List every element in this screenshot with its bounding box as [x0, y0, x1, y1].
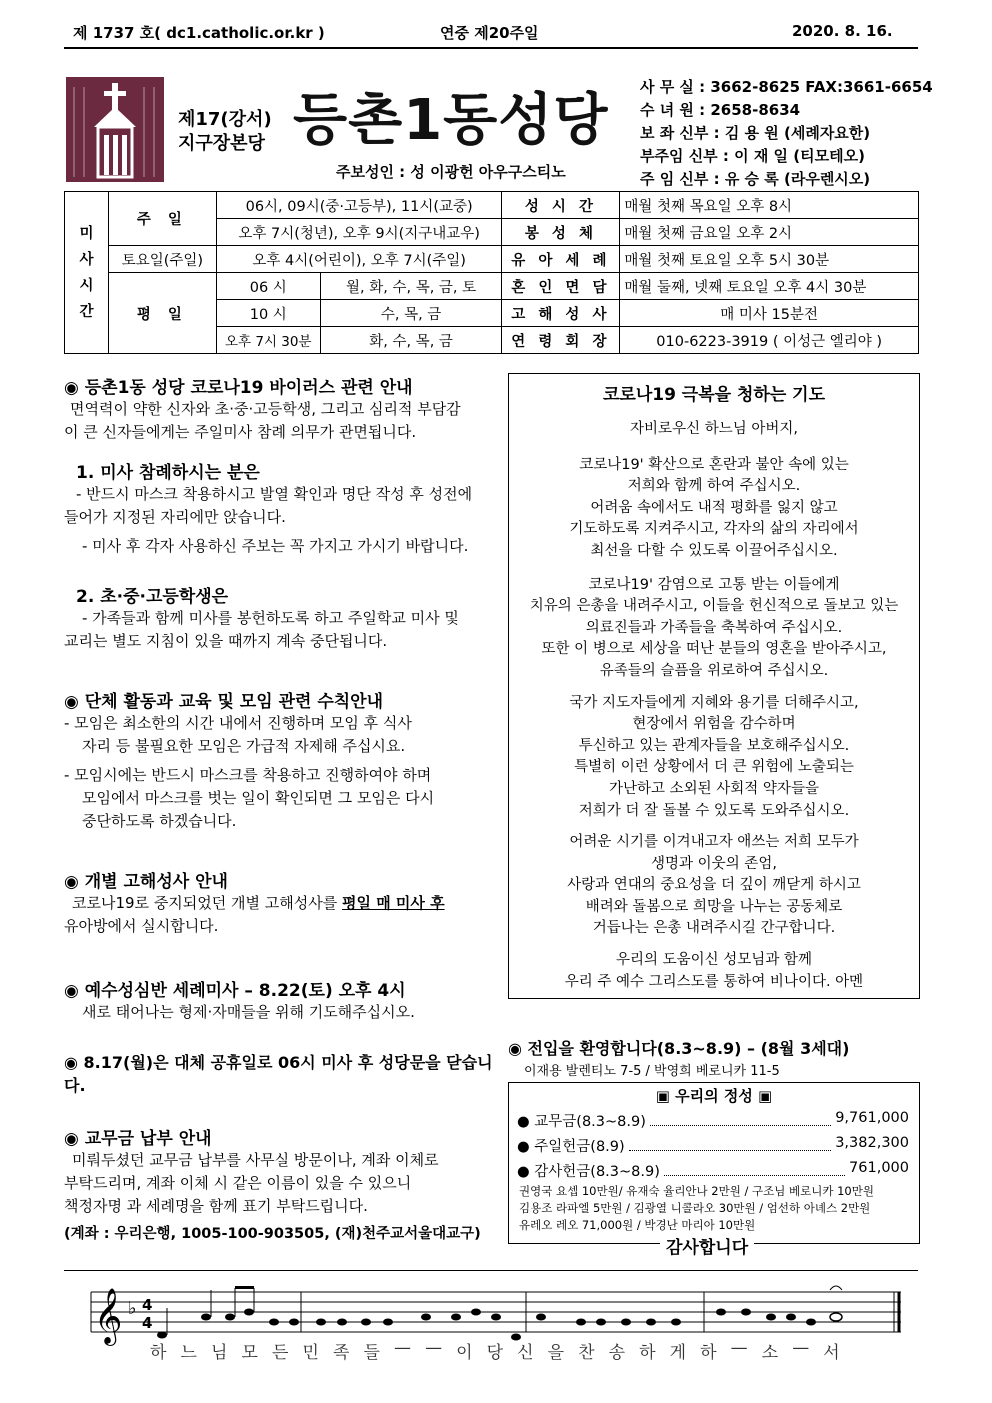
other-value: 매월 둘째, 넷째 토요일 오후 4시 30분: [620, 273, 919, 300]
svg-text:♭: ♭: [128, 1298, 137, 1319]
svg-text:4: 4: [142, 1296, 153, 1314]
side-label-char: 시: [79, 277, 94, 294]
other-value: 매월 첫째 목요일 오후 8시: [620, 192, 919, 219]
contact-vicar: 부주임 신부 : 이 재 일 (티모테오): [640, 147, 865, 165]
mass-attend-title: 1. 미사 참례하시는 분은: [76, 463, 260, 483]
offering-item: [517, 1135, 909, 1156]
offering-label: ● 감사헌금(8.3~8.9): [517, 1164, 660, 1180]
sunday-times: 06시, 09시(중·고등부), 11시(교중): [216, 192, 502, 219]
prayer-line: 기도하도록 지켜주시고, 각자의 삶의 자리에서: [569, 521, 859, 538]
notices-column: [64, 373, 494, 1243]
lyric-syllable: 게: [669, 1343, 687, 1363]
other-value: 매월 첫째 금요일 오후 2시: [620, 219, 919, 246]
lyric-syllable: 든: [272, 1343, 289, 1363]
prayer-line: 우리 주 예수 그리스도를 통하여 비나이다. 아멘: [564, 973, 864, 990]
offering-box: [508, 1082, 920, 1244]
text-line: 모임에서 마스크를 벗는 일이 확인되면 그 모임은 다시: [82, 789, 435, 807]
lyric-syllable: —: [730, 1338, 748, 1358]
prayer-line: 최선을 다할 수 있도록 이끌어주십시오.: [590, 542, 838, 559]
prayer-line: 저희가 더 잘 돌볼 수 있도록 도와주십시오.: [578, 802, 850, 819]
prayer-line: 사랑과 연대의 중요성을 더 깊이 깨닫게 하시고: [567, 877, 861, 894]
prayer-body: [509, 419, 919, 993]
other-label: 봉 성 체: [502, 219, 620, 246]
prayer-line: 또한 이 병으로 세상을 떠난 분들의 영혼을 받아주시고,: [541, 641, 887, 658]
offering-label: ● 교무금(8.3~8.9): [517, 1114, 646, 1130]
text-line: 교리는 별도 지침이 있을 때까지 계속 중단됩니다.: [64, 632, 388, 650]
table-row: [65, 192, 919, 219]
group-notice-title: ◉ 단체 활동과 교육 및 모임 관련 수칙안내: [64, 692, 384, 712]
lyric-syllable: 송: [608, 1343, 626, 1363]
text-line: 코로나19로 중지되었던 개별 고해성사를: [72, 894, 343, 912]
parish-title: 등촌1동성당: [293, 88, 609, 153]
side-label-char: 간: [79, 303, 94, 320]
contact-pastor: 주 임 신부 : 유 승 록 (라우렌시오): [640, 170, 871, 188]
side-label-char: 미: [79, 225, 94, 242]
students-text: [64, 607, 494, 653]
offering-label: ● 주일헌금(8.9): [517, 1139, 625, 1155]
music-lyrics: [150, 1338, 840, 1363]
prayer-line: 코로나19' 확산으로 혼란과 불안 속에 있는: [579, 456, 849, 473]
text-line: - 모임시에는 반드시 마스크를 착용하고 진행하여야 하며: [64, 766, 432, 784]
other-label: 혼 인 면 담: [502, 273, 620, 300]
offering-amount: 3,382,300: [835, 1135, 909, 1151]
prayer-line: 가난하고 소외된 사회적 약자들을: [609, 780, 819, 797]
welcome-names: 이재용 발렌티노 7-5 / 박영희 베로니카 11-5: [524, 1064, 780, 1079]
dues-notice-text: [64, 1149, 494, 1218]
donor-line: 유레오 레오 71,000원 / 박경난 마리아 10만원: [519, 1218, 756, 1232]
issue-number: 제 1737 호( dc1.catholic.or.kr ): [73, 24, 325, 42]
lyric-syllable: 족: [333, 1343, 350, 1363]
prayer-line: 유족들의 슬픔을 위로하여 주십시오.: [599, 662, 829, 679]
other-label: 유 아 세 례: [502, 246, 620, 273]
donor-line: 권영국 요셉 10만원/ 유재숙 율리안나 2만원 / 구조님 베로니카 10만원: [519, 1184, 874, 1198]
covid-prayer-box: [508, 373, 920, 999]
table-row: [65, 246, 919, 273]
baptism-notice-title: ◉ 예수성심반 세례미사 – 8.22(토) 오후 4시: [64, 981, 406, 1001]
prayer-line: 의료진들과 가족들을 축복하여 주십시오.: [585, 619, 843, 636]
lyric-syllable: 하: [639, 1343, 656, 1363]
text-line: 책정자명 과 세례명을 함께 표기 부탁드립니다.: [64, 1197, 368, 1215]
saturday-times: 오후 4시(어린이), 오후 7시(주일): [216, 246, 502, 273]
weekday-time: 오후 7시 30분: [216, 327, 320, 354]
text-line: 이 큰 신자들에게는 주일미사 참례 의무가 관면됩니다.: [64, 423, 417, 441]
svg-text:𝄞: 𝄞: [94, 1288, 123, 1344]
contact-assistant-priest: 보 좌 신부 : 김 용 원 (세례자요한): [640, 124, 871, 142]
lyric-syllable: 을: [547, 1343, 565, 1363]
text-line: - 가족들과 함께 미사를 봉헌하도록 하고 주일학교 미사 및: [82, 609, 459, 627]
lyric-syllable: 모: [241, 1343, 258, 1363]
students-title: 2. 초·중·고등학생은: [76, 587, 229, 607]
district-label: [178, 108, 272, 156]
confession-notice-text: [64, 892, 494, 938]
lyric-syllable: —: [394, 1338, 411, 1358]
prayer-line: 치유의 은총을 내려주시고, 이들을 헌신적으로 돌보고 있는: [529, 598, 899, 615]
text-line: 부탁드리며, 계좌 이체 시 같은 이름이 있을 수 있으니: [64, 1174, 412, 1192]
offering-title: ▣ 우리의 정성 ▣: [655, 1087, 773, 1105]
text-line: - 모임은 최소한의 시간 내에서 진행하며 모임 후 식사: [64, 714, 412, 732]
table-row: [65, 273, 919, 300]
issue-date: 2020. 8. 16.: [792, 22, 893, 40]
other-value: 매월 첫째 토요일 오후 5시 30분: [620, 246, 919, 273]
weekday-days: 수, 목, 금: [320, 300, 502, 327]
text-line: 유아방에서 실시합니다.: [64, 917, 219, 935]
other-value: 010-6223-3919 ( 이성근 엘리야 ): [620, 327, 919, 354]
text-line: - 반드시 마스크 착용하시고 발열 확인과 명단 작성 후 성전에: [76, 485, 473, 503]
dues-account: (계좌 : 우리은행, 1005-100-903505, (재)천주교서울대교구): [64, 1226, 481, 1242]
prayer-line: 국가 지도자들에게 지혜와 용기를 더해주시고,: [569, 694, 859, 711]
music-divider: [64, 1270, 918, 1271]
text-line: 면역력이 약한 신자와 초·중·고등학생, 그리고 심리적 부담감: [70, 400, 461, 418]
weekday-label: 평 일: [108, 273, 216, 354]
prayer-line: 우리의 도움이신 성모님과 함께: [616, 952, 812, 969]
lyric-syllable: 서: [823, 1343, 840, 1363]
prayer-line: 거듭나는 은총 내려주시길 간구합니다.: [592, 920, 836, 937]
prayer-line: 어려운 시기를 이겨내고자 애쓰는 저희 모두가: [569, 834, 859, 851]
offering-item: [517, 1160, 909, 1181]
offering-item: [517, 1110, 909, 1131]
prayer-line: 저희와 함께 하여 주십시오.: [627, 478, 801, 495]
lyric-syllable: 하: [150, 1343, 167, 1363]
confession-notice-title: ◉ 개별 고해성사 안내: [64, 872, 228, 892]
covid-notice-title: ◉ 등촌1동 성당 코로나19 바이러스 관련 안내: [64, 378, 413, 398]
svg-text:4: 4: [142, 1314, 153, 1332]
weekday-time: 06 시: [216, 273, 320, 300]
lyric-syllable: 신: [517, 1343, 534, 1363]
donor-line: 김용조 라파엘 5만원 / 김광열 니콜라오 30만원 / 엄선하 아녜스 2만원: [519, 1201, 871, 1215]
weekday-days: 월, 화, 수, 목, 금, 토: [320, 273, 502, 300]
lyric-syllable: —: [425, 1338, 443, 1358]
lyric-syllable: 찬: [578, 1343, 595, 1363]
prayer-line: 배려와 돌봄으로 희망을 나누는 공동체로: [585, 898, 843, 915]
other-value: 매 미사 15분전: [620, 300, 919, 327]
prayer-line: 생명과 이웃의 존엄,: [651, 855, 777, 872]
prayer-line: 자비로우신 하느님 아버지,: [630, 421, 798, 437]
saturday-label: 토요일(주일): [108, 246, 216, 273]
weekday-days: 화, 수, 목, 금: [320, 327, 502, 354]
patron-saint: 주보성인 : 성 이광헌 아우구스티노: [336, 163, 566, 181]
district-line: 지구장본당: [178, 133, 265, 154]
holiday-notice: ◉ 8.17(월)은 대체 공휴일로 06시 미사 후 성당문을 닫습니다.: [64, 1053, 493, 1095]
liturgical-week: 연중 제20주일: [440, 24, 539, 42]
lyric-syllable: 이: [456, 1343, 473, 1363]
offering-amount: 761,000: [849, 1160, 909, 1176]
prayer-line: 현장에서 위험을 감수하며: [632, 716, 796, 733]
text-line: 미뤄두셨던 교무금 납부를 사무실 방문이나, 계좌 이체로: [72, 1151, 439, 1169]
mass-side-label: [65, 192, 109, 354]
sunday-label: 주 일: [108, 192, 216, 246]
mass-schedule-table: [64, 191, 919, 354]
text-line: 중단하도록 하겠습니다.: [82, 812, 237, 830]
other-label: 성 시 간: [502, 192, 620, 219]
contact-office: 사 무 실 : 3662-8625 FAX:3661-6654: [640, 78, 933, 96]
header-rule: [64, 47, 918, 49]
sunday-times: 오후 7시(청년), 오후 9시(지구내교우): [216, 219, 502, 246]
thanks-text: 감사합니다: [660, 1233, 754, 1258]
lyric-syllable: 님: [211, 1343, 228, 1363]
weekday-time: 10 시: [216, 300, 320, 327]
lyric-syllable: 느: [180, 1343, 197, 1363]
contact-convent: 수 녀 원 : 2658-8634: [640, 101, 801, 119]
group-notice-text: [64, 712, 494, 833]
lyric-syllable: 하: [700, 1343, 717, 1363]
welcome-title: ◉ 전입을 환영합니다(8.3~8.9) – (8월 3세대): [508, 1039, 850, 1058]
emphasis-text: 평일 매 미사 후: [342, 894, 445, 912]
baptism-notice-text: 새로 태어나는 형제·자매들을 위해 기도해주십시오.: [82, 1003, 415, 1021]
church-logo: [66, 77, 164, 182]
covid-intro: [64, 398, 494, 444]
other-label: 연 령 회 장: [502, 327, 620, 354]
mass-attend-text: [64, 483, 494, 558]
other-label: 고 해 성 사: [502, 300, 620, 327]
lyric-syllable: 당: [486, 1343, 504, 1363]
donor-list: [519, 1183, 919, 1234]
prayer-title: 코로나19 극복을 청하는 기도: [602, 385, 826, 405]
prayer-line: 특별히 이런 상황에서 더 큰 위험에 노출되는: [574, 759, 854, 776]
district-line: 제17(강서): [178, 109, 272, 130]
prayer-line: 어려움 속에서도 내적 평화를 잃지 않고: [590, 499, 838, 516]
text-line: 자리 등 불필요한 모임은 가급적 자제해 주십시요.: [82, 737, 406, 755]
text-line: - 미사 후 각자 사용하신 주보는 꼭 가지고 가시기 바랍니다.: [82, 537, 469, 555]
lyric-syllable: 소: [761, 1343, 779, 1363]
prayer-line: 코로나19' 감염으로 고통 받는 이들에게: [588, 576, 840, 593]
prayer-line: 투신하고 있는 관계자들을 보호해주십시오.: [578, 737, 850, 754]
offering-amount: 9,761,000: [835, 1110, 909, 1126]
dues-notice-title: ◉ 교무금 납부 안내: [64, 1129, 212, 1149]
side-label-char: 사: [79, 251, 94, 268]
text-line: 들어가 지정된 자리에만 앉습니다.: [64, 508, 286, 526]
lyric-syllable: —: [792, 1338, 810, 1358]
lyric-syllable: 민: [302, 1343, 319, 1363]
lyric-syllable: 들: [363, 1343, 380, 1363]
